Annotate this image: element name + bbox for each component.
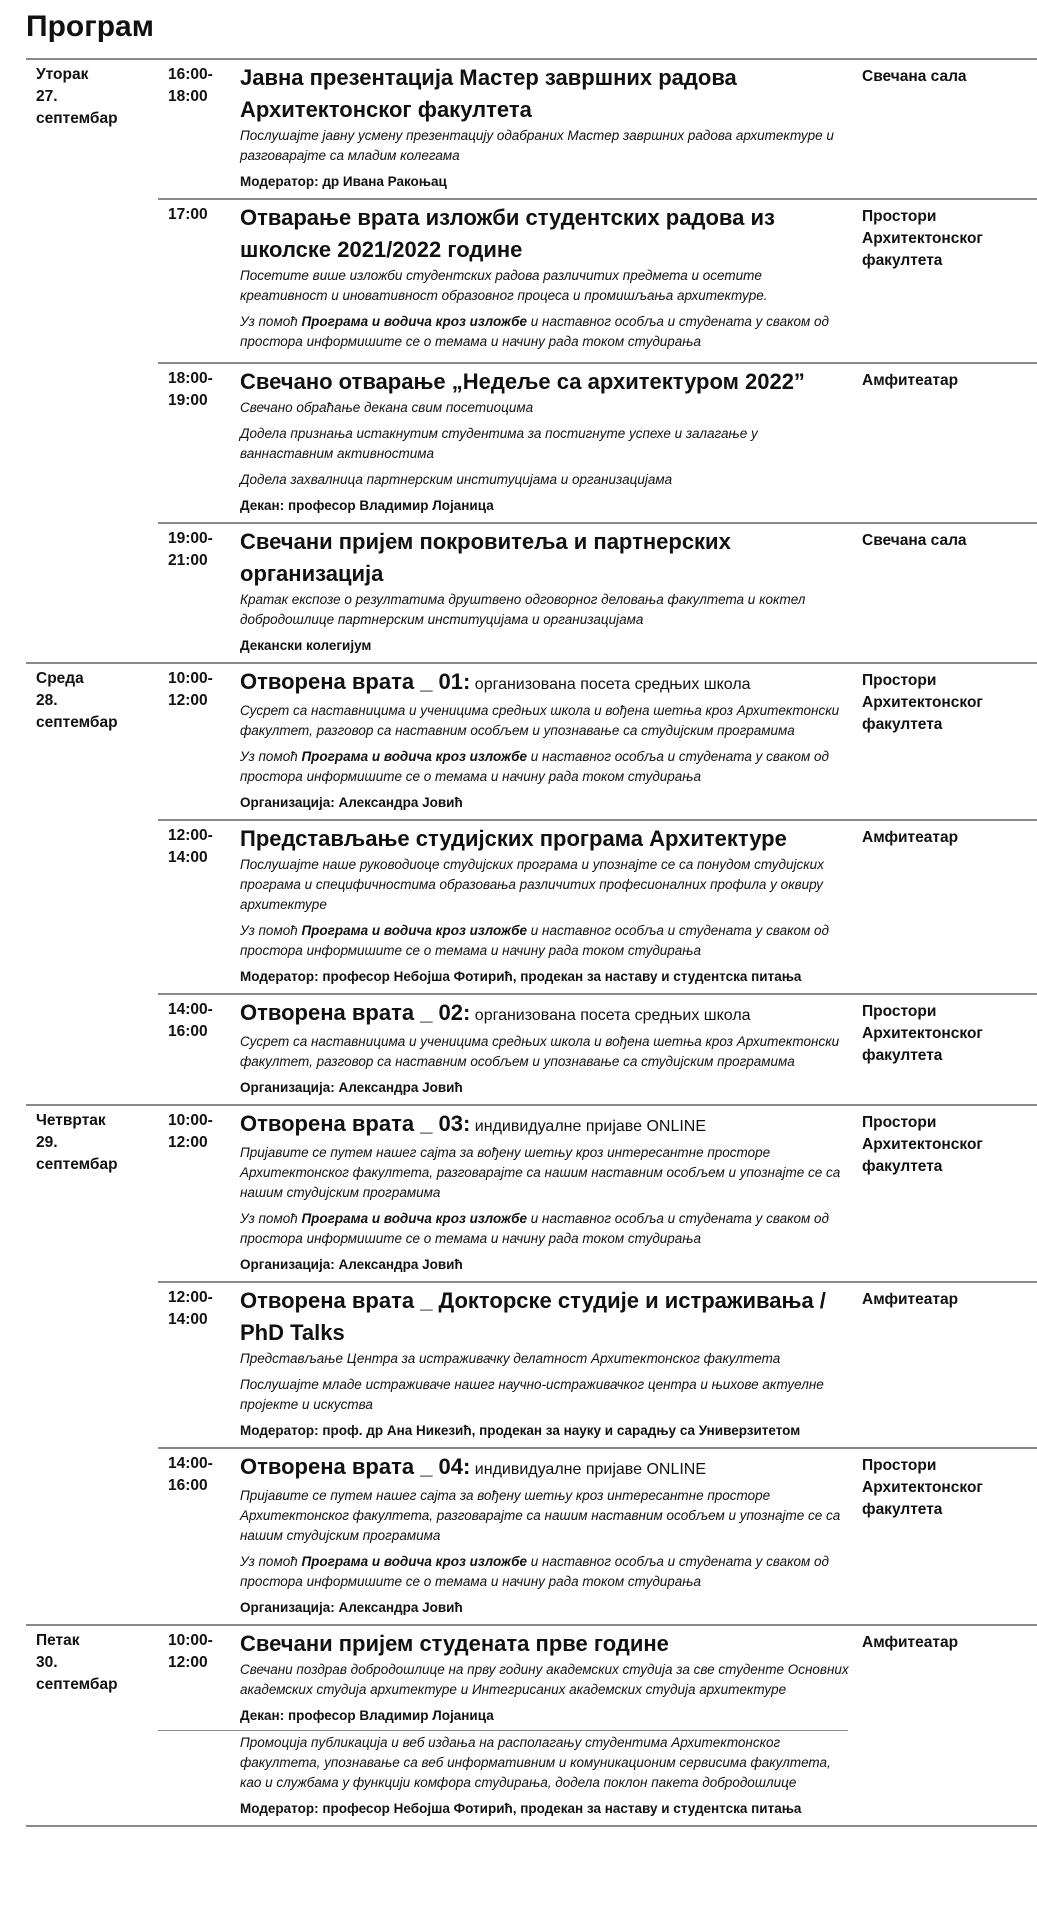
event-description: Посетите више изложби студентских радова различитих предмета и осетите креативност и иновативност образовног процеса и промишљања архитектуре. <box>240 268 768 303</box>
guide-note <box>240 1552 850 1592</box>
event-person: Декан: професор Владимир Лојаница <box>240 498 494 513</box>
event-title-text: Отворена врата _ Докторске студије и истраживања / PhD Talks <box>240 1288 826 1345</box>
event-venue: Амфитеатар <box>862 372 959 389</box>
event-subtitle: организована посета средњих школа <box>470 676 751 693</box>
event-time <box>158 1283 240 1447</box>
event-title-text: Отворена врата _ 03: <box>240 1111 471 1136</box>
event-title-text: Свечани пријем покровитеља и партнерских организација <box>240 529 731 586</box>
day-label-line: 29. <box>36 1134 58 1151</box>
event-time <box>158 60 240 198</box>
program-schedule <box>26 58 1037 1827</box>
day-label-line: септембар <box>36 110 118 127</box>
event-title-text: Отворена врата _ 01: <box>240 669 471 694</box>
event-row <box>158 362 1037 522</box>
event-person: Организација: Александра Јовић <box>240 1257 463 1272</box>
event-title-text: Отворена врата _ 04: <box>240 1454 471 1479</box>
time-line: 19:00 <box>168 392 208 409</box>
event-time <box>158 664 240 819</box>
event-title <box>240 997 850 1032</box>
event-subtitle: индивидуалне пријаве ONLINE <box>470 1461 707 1478</box>
day-label-line: Среда <box>36 670 84 687</box>
event-title-text: Свечано отварање „Недеље са архитектуром 2022” <box>240 369 805 394</box>
event-title <box>240 823 850 855</box>
time-line: 14:00- <box>168 1455 213 1472</box>
event-title <box>240 1451 850 1486</box>
time-line: 17:00 <box>168 206 208 223</box>
event-description: Сусрет са наставницима и ученицима средњих школа и вођена шетња кроз Архитектонски факултет, разговор са наставним особљем и упознавање са студијским програмима <box>240 1034 840 1069</box>
event-time <box>158 200 240 362</box>
time-line: 12:00 <box>168 1654 208 1671</box>
event-title-text: Отварање врата изложби студентских радова из школске 2021/2022 године <box>240 205 775 262</box>
event-time <box>158 1449 240 1624</box>
event-venue: Амфитеатар <box>862 829 959 846</box>
guide-suffix: и наставног особља и студената у сваком од простора информишите се о темама и начину рада током студирања <box>240 314 829 349</box>
day-section <box>26 1104 1037 1624</box>
guide-suffix: и наставног особља и студената у сваком од простора информишите се о темама и начину рада током студирања <box>240 1211 829 1246</box>
day-section <box>26 1624 1037 1827</box>
event-title <box>240 666 850 701</box>
event-venue: Амфитеатар <box>862 1634 959 1651</box>
event-row <box>158 1106 1037 1281</box>
guide-prefix: Уз помоћ <box>240 1211 302 1226</box>
day-label-line: 28. <box>36 692 58 709</box>
event-description: Представљање Центра за истраживачку делатност Архитектонског факултета <box>240 1351 781 1366</box>
day-label <box>36 1630 146 1696</box>
event-title <box>240 1628 850 1660</box>
guide-suffix: и наставног особља и студената у сваком од простора информишите се о темама и начину рада током студирања <box>240 923 829 958</box>
time-line: 14:00 <box>168 1311 208 1328</box>
event-content <box>240 821 850 993</box>
guide-bold: Програма и водича кроз изложбе <box>301 749 528 764</box>
guide-suffix: и наставног особља и студената у сваком од простора информишите се о темама и начину рада током студирања <box>240 1554 829 1589</box>
event-content <box>240 364 850 522</box>
event-description: Кратак експозе о резултатима друштвено одговорног деловања факултета и коктел добродошлице партнерским институцијама и организацијама <box>240 592 806 627</box>
event-venue: Простори Архитектонског факултета <box>862 672 983 733</box>
event-description: Свечано обраћање декана свим посетиоцима <box>240 400 534 415</box>
time-line: 16:00 <box>168 1023 208 1040</box>
event-content <box>240 664 850 819</box>
time-line: 10:00- <box>168 1632 213 1649</box>
guide-note <box>240 312 850 352</box>
day-label <box>36 64 146 130</box>
event-title-text: Представљање студијских програма Архитектуре <box>240 826 787 851</box>
event-title <box>240 526 850 590</box>
event-description: Свечани поздрав добродошлице на прву годину академских студија за све студенте Основних академских студија архитектуре и Интегрисаних академских студија архитектуре <box>240 1662 849 1697</box>
event-title <box>240 1285 850 1349</box>
event-content <box>240 1283 850 1447</box>
day-label-line: септембар <box>36 1676 118 1693</box>
event-content <box>240 1626 850 1825</box>
guide-note <box>240 1209 850 1249</box>
day-label-line: 30. <box>36 1654 58 1671</box>
guide-note <box>240 747 850 787</box>
event-row <box>158 60 1037 198</box>
time-line: 16:00 <box>168 1477 208 1494</box>
event-person: Декан: професор Владимир Лојаница <box>240 1708 494 1723</box>
event-title-text: Отворена врата _ 02: <box>240 1000 471 1025</box>
day-label <box>36 668 146 734</box>
event-time <box>158 995 240 1104</box>
event-person: Организација: Александра Јовић <box>240 795 463 810</box>
event-person: Организација: Александра Јовић <box>240 1600 463 1615</box>
event-person: Модератор: проф. др Ана Никезић, продекан за науку и сарадњу са Универзитетом <box>240 1423 801 1438</box>
event-content <box>240 524 850 662</box>
event-time <box>158 524 240 662</box>
event-venue: Свечана сала <box>862 532 967 549</box>
guide-prefix: Уз помоћ <box>240 923 302 938</box>
day-label <box>36 1110 146 1176</box>
day-label-line: септембар <box>36 714 118 731</box>
day-label-line: Четвртак <box>36 1112 106 1129</box>
event-row <box>158 993 1037 1104</box>
event-venue: Свечана сала <box>862 68 967 85</box>
event-content <box>240 1449 850 1624</box>
time-line: 16:00- <box>168 66 213 83</box>
events-list <box>158 1626 1037 1825</box>
time-line: 19:00- <box>168 530 213 547</box>
time-line: 12:00 <box>168 692 208 709</box>
event-extra-description: Промоција публикација и веб издања на располагању студентима Архитектонског факултета, упознавање са веб информативним и комуникационим сервисима факултета, као и службама у функцији комфора студирања, додела поклон пакета добродошлице <box>240 1735 831 1790</box>
event-description: Послушајте јавну усмену презентацију одабраних Мастер завршних радова архитектуре и разговарајте са младим колегама <box>240 128 834 163</box>
event-row <box>158 1626 1037 1825</box>
event-venue: Простори Архитектонског факултета <box>862 1003 983 1064</box>
event-row <box>158 1447 1037 1624</box>
event-title <box>240 1108 850 1143</box>
event-description: Пријавите се путем нашег сајта за вођену шетњу кроз интересантне просторе Архитектонског факултета, разговарајте са нашим наставним особљем и упознајте се са нашим студијским програмима <box>240 1145 841 1200</box>
event-content <box>240 60 850 198</box>
event-description: Додела захвалница партнерским институцијама и организацијама <box>240 472 673 487</box>
guide-suffix: и наставног особља и студената у сваком од простора информишите се о темама и начину рада током студирања <box>240 749 829 784</box>
event-row <box>158 522 1037 662</box>
event-row <box>158 1281 1037 1447</box>
event-title-text: Свечани пријем студената прве године <box>240 1631 669 1656</box>
event-venue: Амфитеатар <box>862 1291 959 1308</box>
event-content <box>240 995 850 1104</box>
event-title-text: Јавна презентација Мастер завршних радова Архитектонског факултета <box>240 65 737 122</box>
event-description: Послушајте младе истраживаче нашег научно-истраживачког центра и њихове актуелне пројекте и искуства <box>240 1377 824 1412</box>
guide-prefix: Уз помоћ <box>240 1554 302 1569</box>
time-line: 18:00 <box>168 88 208 105</box>
time-line: 18:00- <box>168 370 213 387</box>
page-title: Програм <box>26 10 154 43</box>
time-line: 12:00 <box>168 1134 208 1151</box>
event-venue: Простори Архитектонског факултета <box>862 1457 983 1518</box>
event-subtitle: организована посета средњих школа <box>470 1007 751 1024</box>
event-person: Организација: Александра Јовић <box>240 1080 463 1095</box>
event-title <box>240 202 850 266</box>
event-content <box>240 1106 850 1281</box>
time-line: 14:00- <box>168 1001 213 1018</box>
guide-bold: Програма и водича кроз изложбе <box>301 1554 528 1569</box>
event-subtitle: индивидуалне пријаве ONLINE <box>470 1118 707 1135</box>
time-line: 12:00- <box>168 1289 213 1306</box>
event-title <box>240 62 850 126</box>
time-line: 10:00- <box>168 670 213 687</box>
sub-separator <box>158 1730 848 1731</box>
event-description: Додела признања истакнутим студентима за постигнуте успехе и залагање у ваннаставним активностима <box>240 426 758 461</box>
guide-bold: Програма и водича кроз изложбе <box>301 923 528 938</box>
event-description: Послушајте наше руководиоце студијских програма и упознајте се са понудом студијских програма и специфичностима образовања различитих професионалних профила у оквиру архитектуре <box>240 857 824 912</box>
event-time <box>158 1626 240 1825</box>
event-person: Декански колегијум <box>240 638 372 653</box>
event-row <box>158 198 1037 362</box>
day-label-line: Петак <box>36 1632 80 1649</box>
event-person: Модератор: др Ивана Ракоњац <box>240 174 447 189</box>
guide-prefix: Уз помоћ <box>240 749 302 764</box>
event-title <box>240 366 850 398</box>
event-time <box>158 821 240 993</box>
event-time <box>158 364 240 522</box>
event-description: Пријавите се путем нашег сајта за вођену шетњу кроз интересантне просторе Архитектонског факултета, разговарајте са нашим наставним особљем и упознајте се са нашим студијским програмима <box>240 1488 841 1543</box>
time-line: 14:00 <box>168 849 208 866</box>
time-line: 12:00- <box>168 827 213 844</box>
guide-bold: Програма и водича кроз изложбе <box>301 314 528 329</box>
guide-note <box>240 921 850 961</box>
events-list <box>158 1106 1037 1624</box>
day-label-line: Уторак <box>36 66 89 83</box>
event-description: Сусрет са наставницима и ученицима средњих школа и вођена шетња кроз Архитектонски факултет, разговор са наставним особљем и упознавање са студијским програмима <box>240 703 840 738</box>
day-section <box>26 58 1037 662</box>
events-list <box>158 664 1037 1104</box>
time-line: 21:00 <box>168 552 208 569</box>
guide-bold: Програма и водича кроз изложбе <box>301 1211 528 1226</box>
guide-prefix: Уз помоћ <box>240 314 302 329</box>
day-label-line: септембар <box>36 1156 118 1173</box>
time-line: 10:00- <box>168 1112 213 1129</box>
events-list <box>158 60 1037 662</box>
event-time <box>158 1106 240 1281</box>
event-person: Модератор: професор Небојша Фотирић, продекан за наставу и студентска питања <box>240 969 802 984</box>
event-extra-person: Модератор: професор Небојша Фотирић, продекан за наставу и студентска питања <box>240 1801 802 1816</box>
day-label-line: 27. <box>36 88 58 105</box>
event-row <box>158 664 1037 819</box>
event-venue: Простори Архитектонског факултета <box>862 208 983 269</box>
day-section <box>26 662 1037 1104</box>
event-content <box>240 200 850 362</box>
event-venue: Простори Архитектонског факултета <box>862 1114 983 1175</box>
event-row <box>158 819 1037 993</box>
